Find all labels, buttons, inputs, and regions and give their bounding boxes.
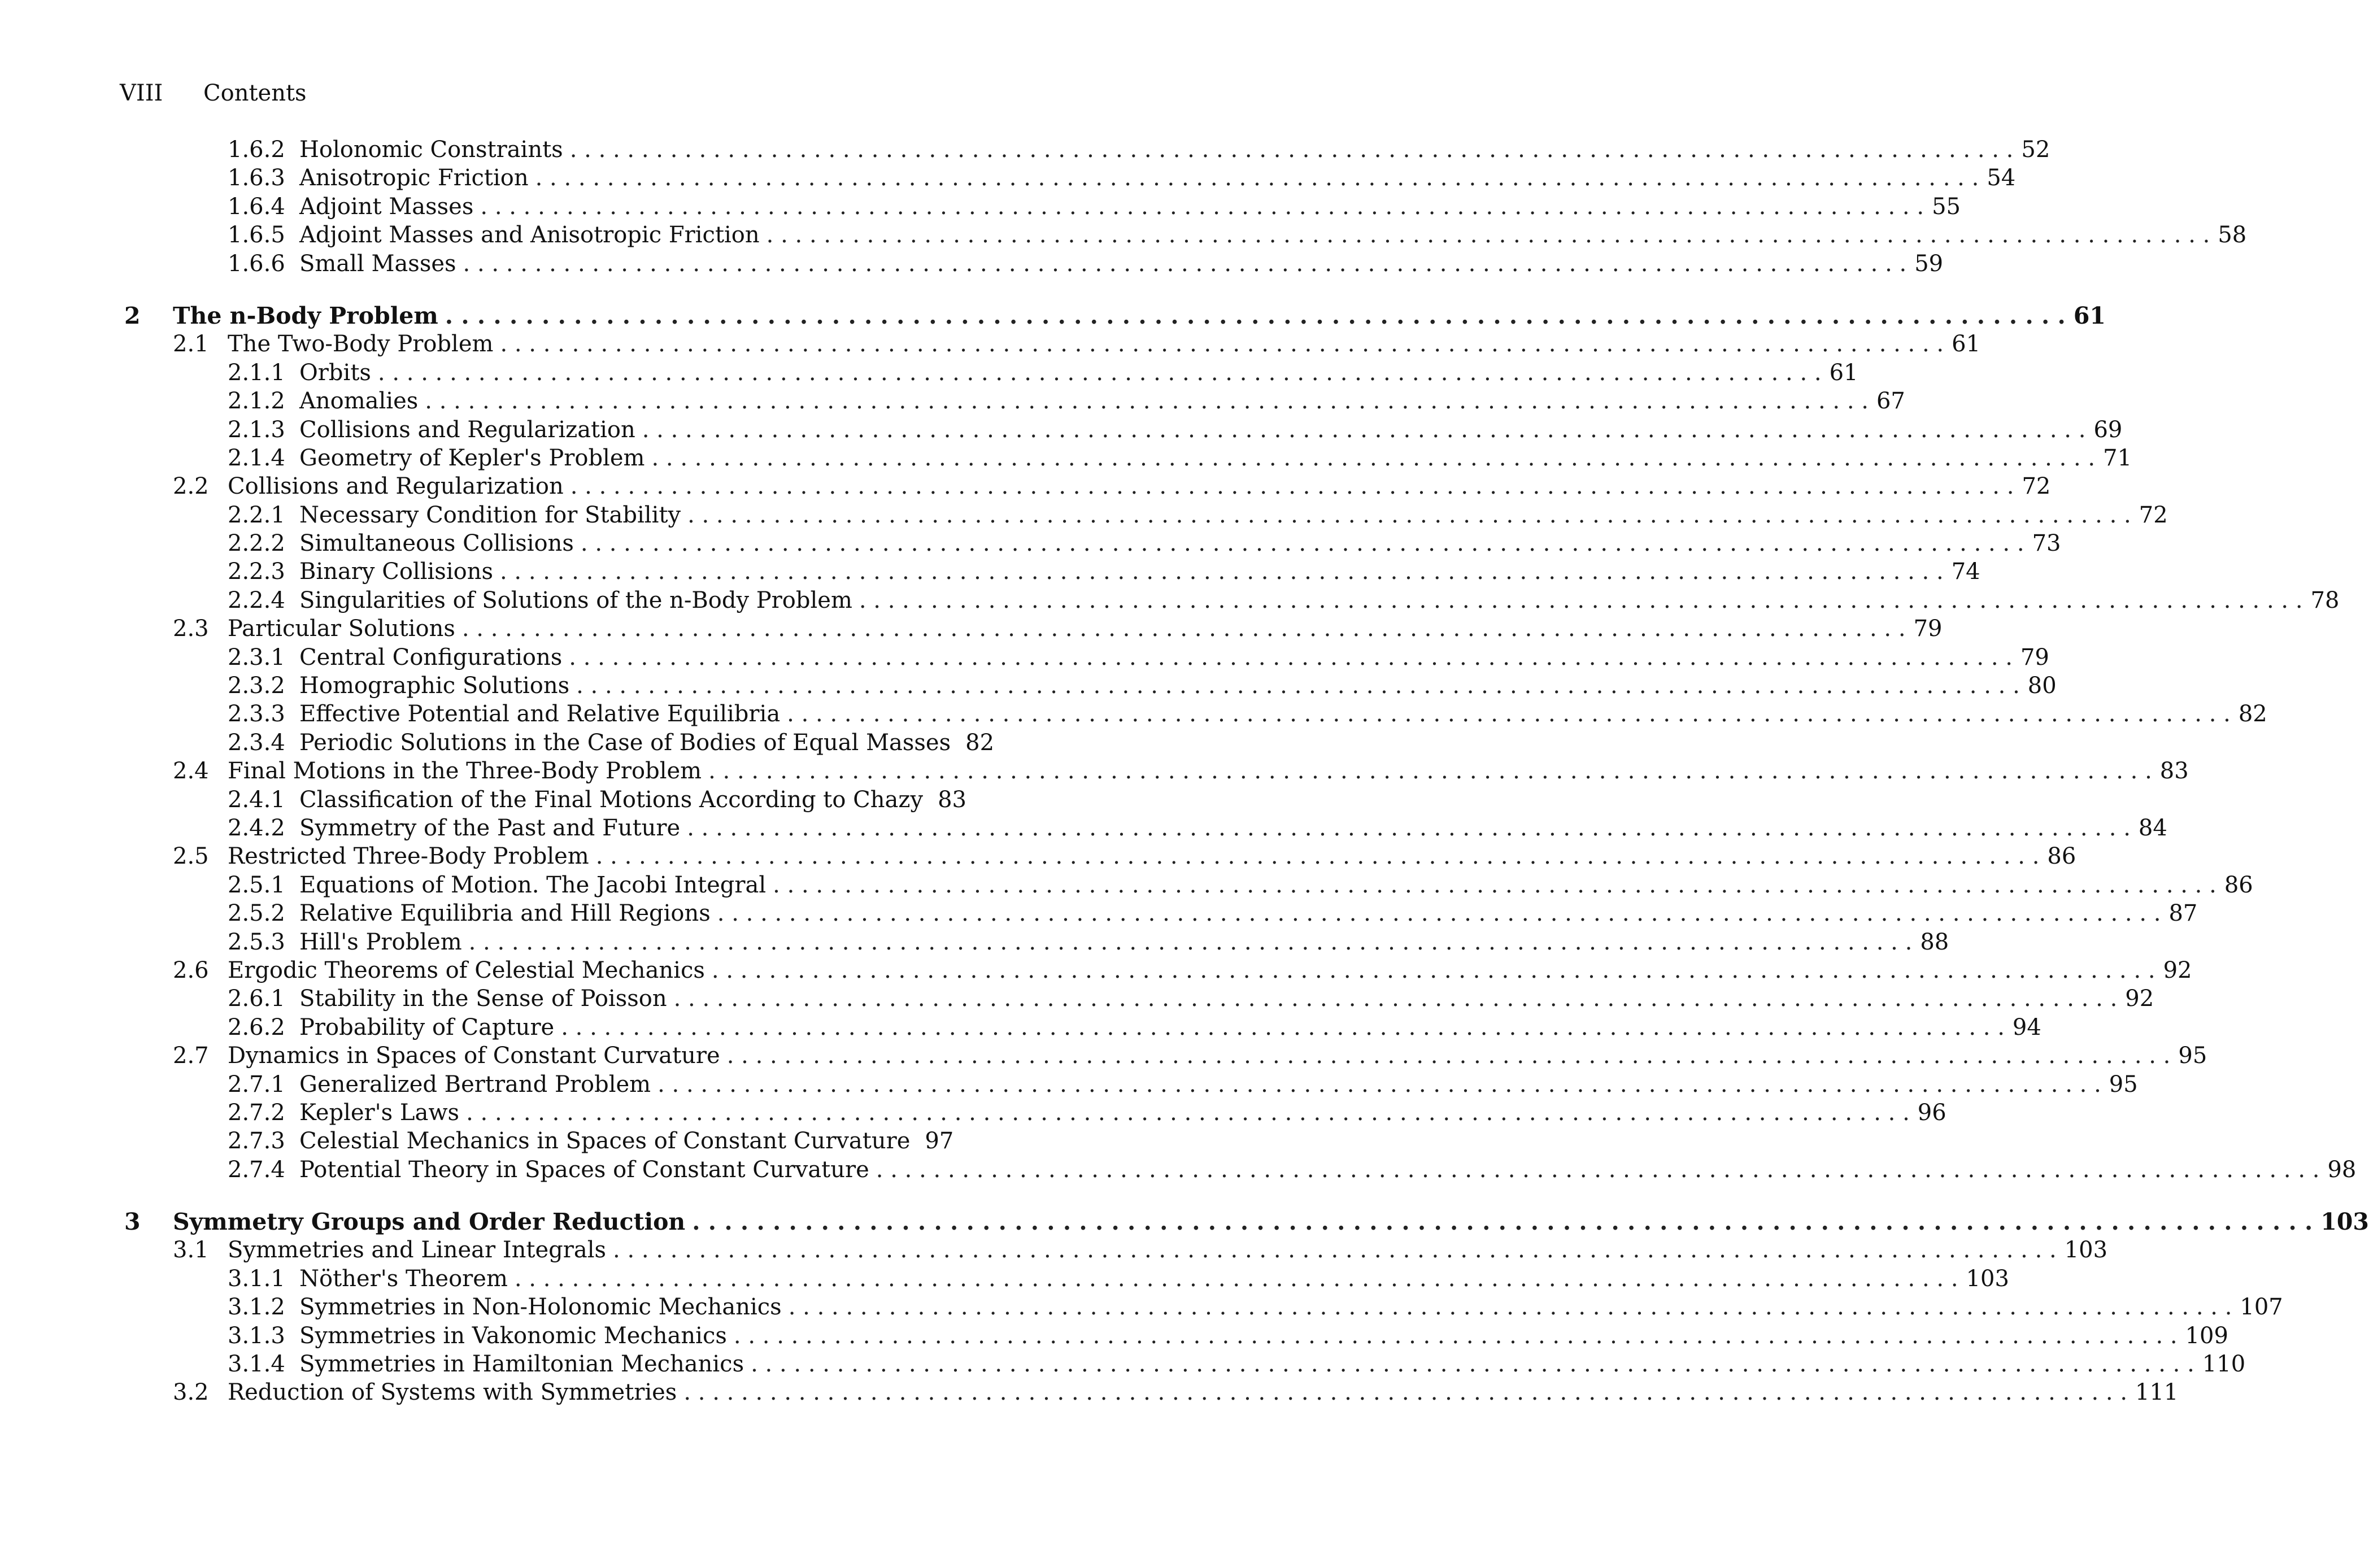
toc-entry-title: Anisotropic Friction [299,165,529,191]
toc-entry-title: Dynamics in Spaces of Constant Curvature [228,1043,720,1069]
toc-entry-number: 2.5.3 [228,929,285,955]
toc-entry-number: 1.6.6 [228,250,285,277]
toc-section-entry[interactable] [0,842,2076,870]
dot-leader [657,1070,2101,1099]
toc-subsection-entry[interactable] [0,557,1980,586]
toc-entry-number: 2.2 [173,473,209,500]
toc-entry-line [228,1378,2179,1406]
toc-entry-page: 103 [2320,1208,2369,1236]
toc-entry-line [299,416,2123,444]
toc-entry-page: 92 [2125,986,2154,1012]
toc-entry-line [299,1013,2041,1042]
toc-entry-page: 86 [2224,872,2253,898]
toc-entry-line [299,1350,2246,1378]
toc-entry-line [299,586,2340,615]
toc-entry-line [299,387,1905,415]
toc-entry-title: Effective Potential and Relative Equilibria [299,701,781,728]
dot-leader [789,1293,2232,1321]
toc-entry-number: 3.1 [173,1237,209,1264]
toc-entry-page: 97 [925,1128,954,1155]
toc-section-entry[interactable] [0,330,1981,358]
dot-leader [767,221,2210,249]
toc-entry-title: Simultaneous Collisions [299,530,574,557]
dot-leader [876,1156,2320,1184]
dot-leader [535,164,1979,192]
dot-leader [683,1378,2127,1406]
toc-subsection-entry[interactable] [0,1013,2041,1042]
toc-entry-page: 61 [1829,359,1858,386]
dot-leader [570,136,2014,164]
toc-entry-title: Symmetries in Non-Holonomic Mechanics [299,1294,782,1321]
toc-entry-line [228,842,2076,870]
toc-entry-title: Adjoint Masses [299,193,474,220]
toc-entry-number: 3.1.4 [228,1351,285,1378]
toc-entry-number: 3.1.3 [228,1322,285,1349]
dot-leader [469,928,1913,956]
toc-entry-number: 2.1.2 [228,388,285,415]
toc-entry-line [299,221,2247,249]
dot-leader [596,842,2040,870]
toc-subsection-entry[interactable] [0,1099,1946,1127]
toc-entry-number: 2.7 [173,1043,209,1069]
toc-subsection-entry[interactable] [0,672,2057,700]
toc-entry-number: 2.3 [173,616,209,642]
toc-entry-title: Necessary Condition for Stability [299,502,681,528]
toc-entry-number: 2.2.1 [228,502,285,528]
toc-entry-line [299,814,2167,842]
toc-entry-number: 2.2.4 [228,587,285,613]
dot-leader [674,985,2118,1013]
toc-entry-page: 110 [2202,1351,2246,1378]
toc-subsection-entry[interactable] [0,136,2050,164]
toc-entry-line [228,472,2051,500]
toc-entry-title: Stability in the Sense of Poisson [299,986,667,1012]
toc-entry-page: 72 [2139,502,2168,528]
toc-subsection-entry[interactable] [0,814,2167,842]
toc-entry-number: 2.1.1 [228,359,285,386]
toc-subsection-entry[interactable] [0,729,1034,757]
toc-entry-line [299,1156,2357,1184]
toc-entry-line [173,1208,2369,1236]
toc-subsection-entry[interactable] [0,444,2132,472]
toc-entry-number: 1.6.5 [228,222,285,249]
toc-entry-number: 2.2.3 [228,559,285,585]
toc-entry-line [228,330,1981,358]
toc-entry-page: 82 [965,729,995,756]
dot-leader [859,586,2303,615]
dot-leader [734,1322,2178,1350]
toc-entry-line [173,302,2106,330]
toc-entry-line [299,1265,2009,1293]
toc-entry-page: 55 [1932,193,1961,220]
dot-leader [425,387,1869,415]
toc-entry-title: Symmetries and Linear Integrals [228,1237,607,1264]
toc-entry-page: 72 [2022,473,2051,500]
toc-subsection-entry[interactable] [0,359,1858,387]
toc-entry-line [299,899,2198,927]
toc-entry-number: 1.6.3 [228,165,285,191]
toc-subsection-entry[interactable] [0,193,1961,221]
toc-entry-page: 107 [2240,1294,2283,1321]
toc-entry-number: 2.4.2 [228,815,285,841]
toc-entry-page: 82 [2238,701,2267,728]
dot-leader [515,1265,1958,1293]
toc-entry-page: 80 [2027,673,2057,699]
toc-subsection-entry[interactable] [0,899,2198,927]
toc-entry-number: 2.5 [173,843,209,870]
toc-entry-title: Collisions and Regularization [228,473,564,500]
toc-entry-number: 2.4.1 [228,786,285,813]
toc-entry-page: 61 [1952,331,1981,358]
toc-entry-line [299,557,1980,586]
toc-entry-line [299,250,1944,278]
toc-entry-title: Geometry of Kepler's Problem [299,445,645,471]
toc-entry-line [299,985,2154,1013]
toc-entry-page: 98 [2327,1156,2357,1183]
toc-entry-page: 96 [1917,1099,1946,1126]
toc-entry-page: 67 [1876,388,1905,415]
toc-entry-title: Ergodic Theorems of Celestial Mechanics [228,957,705,983]
toc-entry-line [299,928,1949,956]
toc-entry-line [299,1127,954,1155]
toc-entry-number: 2.7.1 [228,1071,285,1097]
toc-entry-title: Probability of Capture [299,1014,555,1040]
toc-entry-line [299,1322,2228,1350]
toc-entry-title: Kepler's Laws [299,1099,460,1126]
toc-entry-number: 2.1.4 [228,445,285,471]
toc-entry-line [299,164,2016,192]
toc-entry-number: 2.7.2 [228,1099,285,1126]
toc-entry-page: 73 [2032,530,2061,557]
toc-entry-line [299,729,995,757]
toc-entry-number: 1.6.2 [228,137,285,163]
dot-leader [480,193,1924,221]
toc-entry-number: 2.2.2 [228,530,285,557]
toc-entry-title: Potential Theory in Spaces of Constant Curvature [299,1156,869,1183]
toc-entry-page: 86 [2047,843,2076,870]
dot-leader [466,1099,1910,1127]
dot-leader [445,302,2066,330]
toc-entry-line [299,501,2168,529]
toc-entry-line [299,700,2267,728]
toc-subsection-entry[interactable] [0,985,2154,1013]
toc-entry-line [299,643,2049,672]
toc-entry-number: 2.5.1 [228,872,285,898]
toc-entry-page: 79 [2020,644,2049,670]
dot-leader [708,757,2152,785]
toc-subsection-entry[interactable] [0,529,2061,557]
toc-entry-title: Relative Equilibria and Hill Regions [299,900,711,927]
toc-entry-title: Particular Solutions [228,616,455,642]
toc-entry-title: Celestial Mechanics in Spaces of Constant Curvature [299,1128,911,1155]
toc-subsection-entry[interactable] [0,1322,2228,1350]
toc-entry-title: Orbits [299,359,371,386]
toc-entry-title: Symmetry of the Past and Future [299,815,681,841]
dot-leader [727,1042,2171,1070]
toc-entry-number: 2.7.3 [228,1128,285,1155]
toc-entry-number: 2.4 [173,758,209,785]
dot-leader [613,1236,2057,1264]
toc-subsection-entry[interactable] [0,1265,2009,1293]
toc-entry-title: Singularities of Solutions of the n-Body Problem [299,587,852,613]
toc-entry-page: 95 [2178,1043,2207,1069]
toc-entry-line [299,359,1858,387]
toc-entry-line [299,529,2061,557]
toc-entry-page: 103 [1966,1265,2009,1292]
dot-leader [569,643,2013,672]
dot-leader [692,1208,2313,1236]
chapter-spacer [0,278,1034,302]
toc-subsection-entry[interactable] [0,1293,2283,1321]
toc-entry-title: The Two-Body Problem [228,331,494,358]
toc-entry-title: Symmetries in Hamiltonian Mechanics [299,1351,744,1378]
dot-leader [712,956,2155,985]
toc-entry-page: 94 [2012,1014,2041,1040]
toc-entry-page: 84 [2138,815,2167,841]
dot-leader [687,814,2131,842]
toc-entry-line [299,672,2057,700]
toc-entry-page: 79 [1913,616,1943,642]
toc-entry-line [228,956,2192,985]
toc-subsection-entry[interactable] [0,700,2267,728]
toc-entry-number: 2.5.2 [228,900,285,927]
dot-leader [571,472,2014,500]
toc-section-entry[interactable] [0,472,2051,500]
toc-entry-title: Holonomic Constraints [299,137,563,163]
toc-entry-title: Binary Collisions [299,559,493,585]
toc-entry-page: 95 [2109,1071,2138,1097]
dot-leader [561,1013,2005,1042]
dot-leader [642,416,2086,444]
toc-chapter-entry[interactable] [0,1208,2369,1236]
toc-entry-title: Small Masses [299,250,456,277]
toc-subsection-entry[interactable] [0,643,2049,672]
toc-entry-line [228,1236,2108,1264]
toc-entry-title: Homographic Solutions [299,673,570,699]
toc-entry-title: Reduction of Systems with Symmetries [228,1379,677,1406]
toc-entry-number: 2 [124,302,141,329]
dot-leader [581,529,2024,557]
toc-entry-title: Equations of Motion. The Jacobi Integral [299,872,767,898]
dot-leader [717,899,2161,927]
toc-entry-page: 83 [2159,758,2189,785]
toc-entry-line [299,1099,1946,1127]
toc-subsection-entry[interactable] [0,250,1944,278]
toc-section-entry[interactable] [0,956,2192,985]
toc-subsection-entry[interactable] [0,387,1905,415]
toc-section-entry[interactable] [0,1378,2179,1406]
toc-subsection-entry[interactable] [0,1350,2246,1378]
toc-entry-number: 2.6.2 [228,1014,285,1040]
dot-leader [500,330,1944,358]
toc-entry-number: 2.6 [173,957,209,983]
toc-entry-page: 54 [1987,165,2016,191]
toc-entry-number: 2.3.4 [228,729,285,756]
toc-entry-page: 78 [2310,587,2340,613]
toc-subsection-entry[interactable] [0,786,1034,814]
toc-subsection-entry[interactable] [0,221,2247,249]
toc-entry-page: 59 [1914,250,1944,277]
dot-leader [787,700,2231,728]
toc-entry-page: 88 [1920,929,1949,955]
toc-section-entry[interactable] [0,757,2189,785]
toc-subsection-entry[interactable] [0,416,2123,444]
toc-entry-title: Periodic Solutions in the Case of Bodies of Equal Masses [299,729,951,756]
toc-entry-title: Classification of the Final Motions According to Chazy [299,786,924,813]
toc-entry-title: Symmetries in Vakonomic Mechanics [299,1322,727,1349]
toc-entry-page: 87 [2168,900,2198,927]
dot-leader [751,1350,2194,1378]
toc-entry-number: 2.3.1 [228,644,285,670]
toc-subsection-entry[interactable] [0,586,2340,615]
toc-entry-line [299,871,2253,899]
toc-section-entry[interactable] [0,615,1943,643]
toc-entry-page: 111 [2135,1379,2179,1406]
toc-entry-title: Generalized Bertrand Problem [299,1071,651,1097]
toc-entry-line [299,193,1961,221]
toc-entry-line [299,444,2132,472]
toc-entry-page: 71 [2103,445,2132,471]
toc-entry-page: 58 [2218,222,2247,249]
toc-subsection-entry[interactable] [0,501,2168,529]
toc-entry-title: Nöther's Theorem [299,1265,508,1292]
toc-entry-line [228,615,1943,643]
toc-subsection-entry[interactable] [0,928,1949,956]
toc-entry-page: 83 [938,786,966,813]
toc-entry-title: Symmetry Groups and Order Reduction [173,1208,686,1236]
toc-entry-number: 3.1.1 [228,1265,285,1292]
dot-leader [463,250,1907,278]
toc-entry-page: 52 [2021,137,2050,163]
toc-entry-line [228,1042,2207,1070]
toc-entry-title: Hill's Problem [299,929,462,955]
toc-entry-title: Collisions and Regularization [299,416,635,443]
toc-entry-line [228,757,2189,785]
dot-leader [651,444,2095,472]
toc-subsection-entry[interactable] [0,1156,2357,1184]
toc-entry-number: 3 [124,1208,141,1236]
toc-entry-title: Restricted Three-Body Problem [228,843,589,870]
toc-section-entry[interactable] [0,1042,2207,1070]
table-of-contents [0,136,2369,1407]
toc-entry-page: 61 [2073,302,2106,329]
dot-leader [500,557,1944,586]
toc-entry-number: 3.2 [173,1379,209,1406]
toc-entry-line [299,136,2050,164]
toc-entry-page: 109 [2185,1322,2228,1349]
dot-leader [773,871,2216,899]
toc-entry-number: 2.3.3 [228,701,285,728]
toc-entry-title: Anomalies [299,388,419,415]
toc-entry-number: 2.1.3 [228,416,285,443]
dot-leader [462,615,1906,643]
running-head-title: Contents [203,80,307,106]
toc-entry-number: 2.3.2 [228,673,285,699]
toc-subsection-entry[interactable] [0,871,2253,899]
toc-subsection-entry[interactable] [0,1070,2138,1099]
toc-entry-number: 2.7.4 [228,1156,285,1183]
toc-entry-page: 103 [2064,1237,2108,1264]
toc-section-entry[interactable] [0,1236,2108,1264]
toc-entry-title: Adjoint Masses and Anisotropic Friction [299,222,760,249]
toc-entry-line [299,786,966,814]
chapter-spacer [0,1184,1034,1208]
toc-subsection-entry[interactable] [0,1127,1034,1155]
toc-entry-title: Central Configurations [299,644,563,670]
toc-entry-number: 1.6.4 [228,193,285,220]
toc-entry-number: 3.1.2 [228,1294,285,1321]
dot-leader [687,501,2131,529]
toc-entry-line [299,1070,2138,1099]
toc-entry-number: 2.1 [173,331,209,358]
toc-entry-page: 74 [1951,559,1980,585]
toc-entry-line [299,1293,2283,1321]
toc-entry-title: Final Motions in the Three-Body Problem [228,758,702,785]
toc-chapter-entry[interactable] [0,302,2106,330]
dot-leader [576,672,2020,700]
page-folio: VIII [120,80,163,106]
toc-entry-title: The n-Body Problem [173,302,438,329]
toc-subsection-entry[interactable] [0,164,2016,192]
toc-entry-number: 2.6.1 [228,986,285,1012]
toc-entry-page: 92 [2163,957,2192,983]
dot-leader [378,359,1822,387]
toc-entry-page: 69 [2093,416,2123,443]
